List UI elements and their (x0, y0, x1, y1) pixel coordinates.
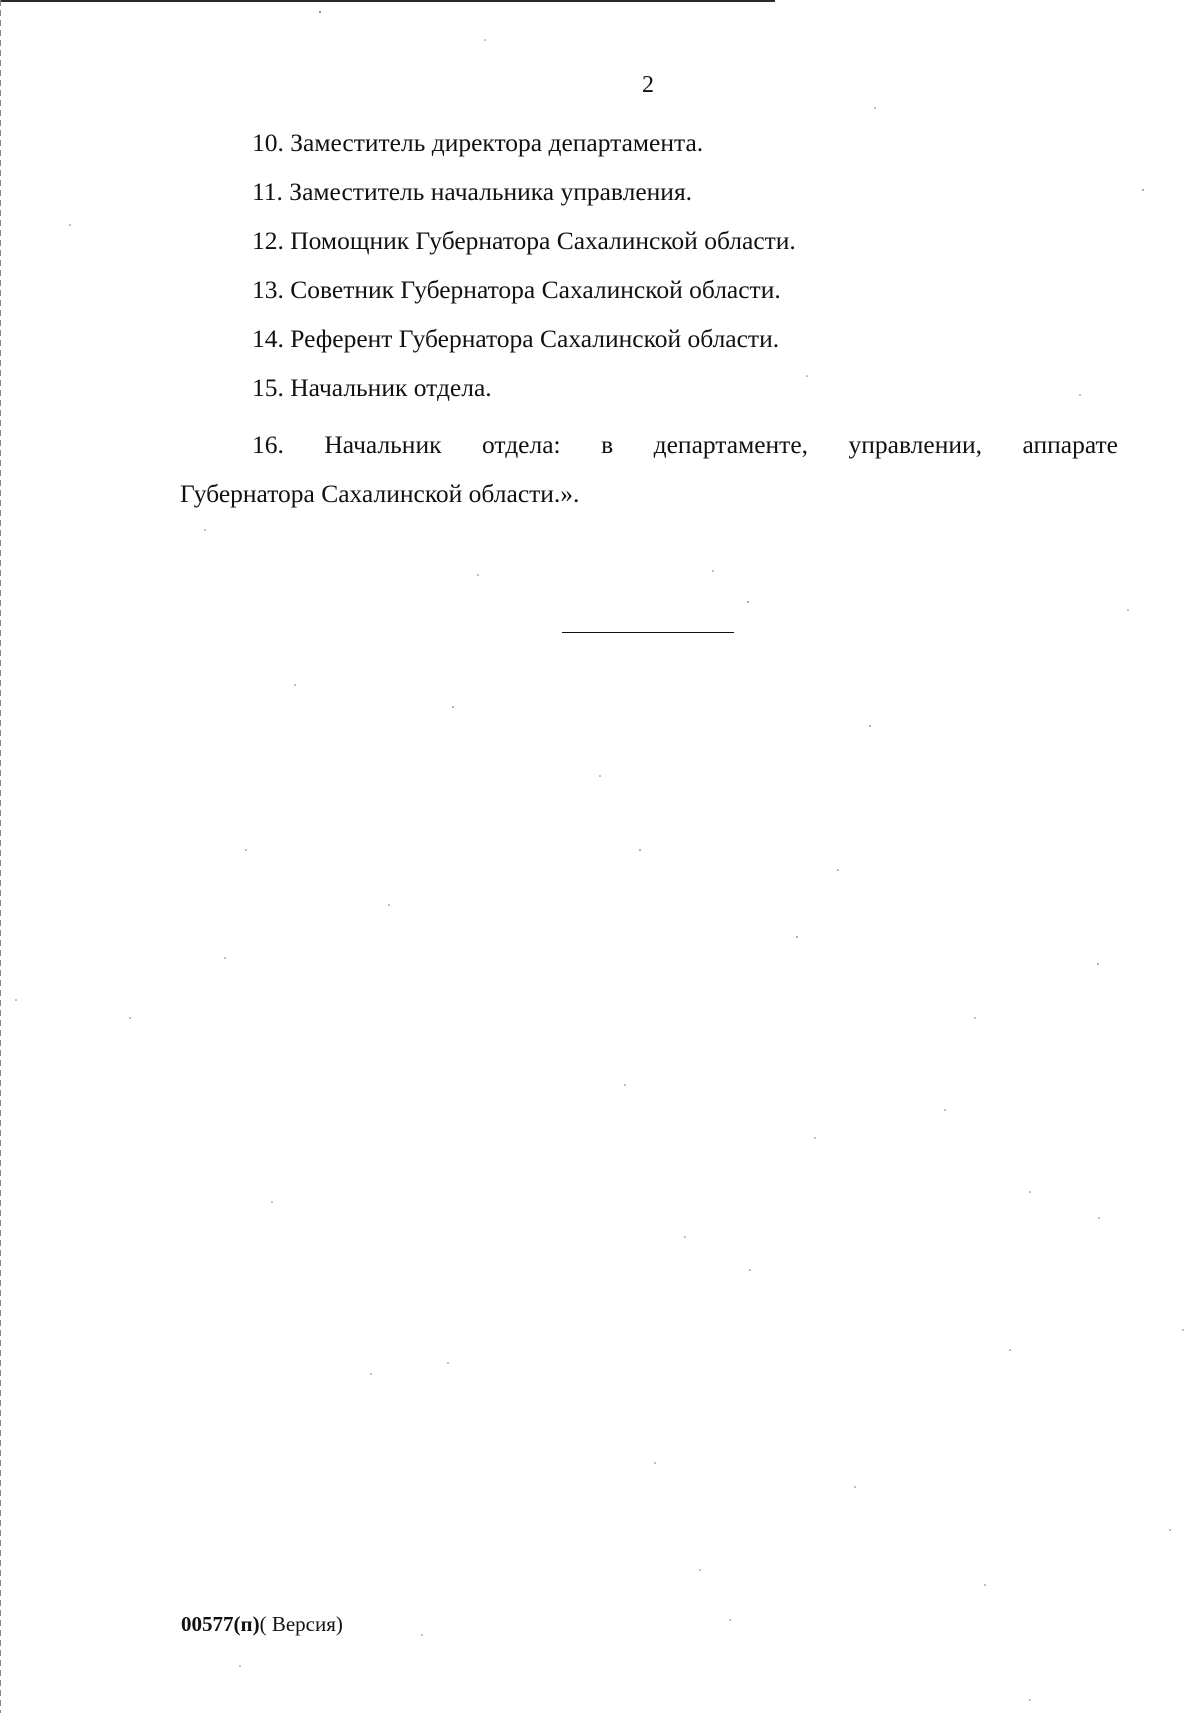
document-version: ( Версия) (259, 1612, 343, 1636)
list-item-14: 14. Референт Губернатора Сахалинской области. (252, 324, 780, 353)
list-item-16-first-line (180, 420, 1118, 469)
item-16-word: 16. (252, 430, 284, 459)
item-16-word: управлении, (848, 430, 983, 459)
list-item-15: 15. Начальник отдела. (252, 373, 492, 402)
item-16-word: отдела: (481, 430, 561, 459)
list-item-11: 11. Заместитель начальника управления. (252, 177, 693, 206)
list-item-10: 10. Заместитель директора департамента. (252, 128, 704, 157)
scan-edge-top (0, 0, 775, 2)
page-number: 2 (642, 72, 654, 98)
item-16-word: департаменте, (653, 430, 809, 459)
separator-line (562, 632, 734, 633)
list-item-13: 13. Советник Губернатора Сахалинской области. (252, 275, 781, 304)
item-16-word: аппарате (1022, 430, 1118, 459)
list-item-16 (180, 420, 1118, 518)
document-code: 00577(п) (181, 1612, 260, 1636)
document-footer (181, 1610, 343, 1638)
item-16-word: Начальник (324, 430, 442, 459)
list-item-12: 12. Помощник Губернатора Сахалинской области. (252, 226, 796, 255)
list-item-16-second-line: Губернатора Сахалинской области.». (180, 479, 580, 508)
item-16-word: в (601, 430, 614, 459)
scan-edge-left (0, 0, 1, 1713)
